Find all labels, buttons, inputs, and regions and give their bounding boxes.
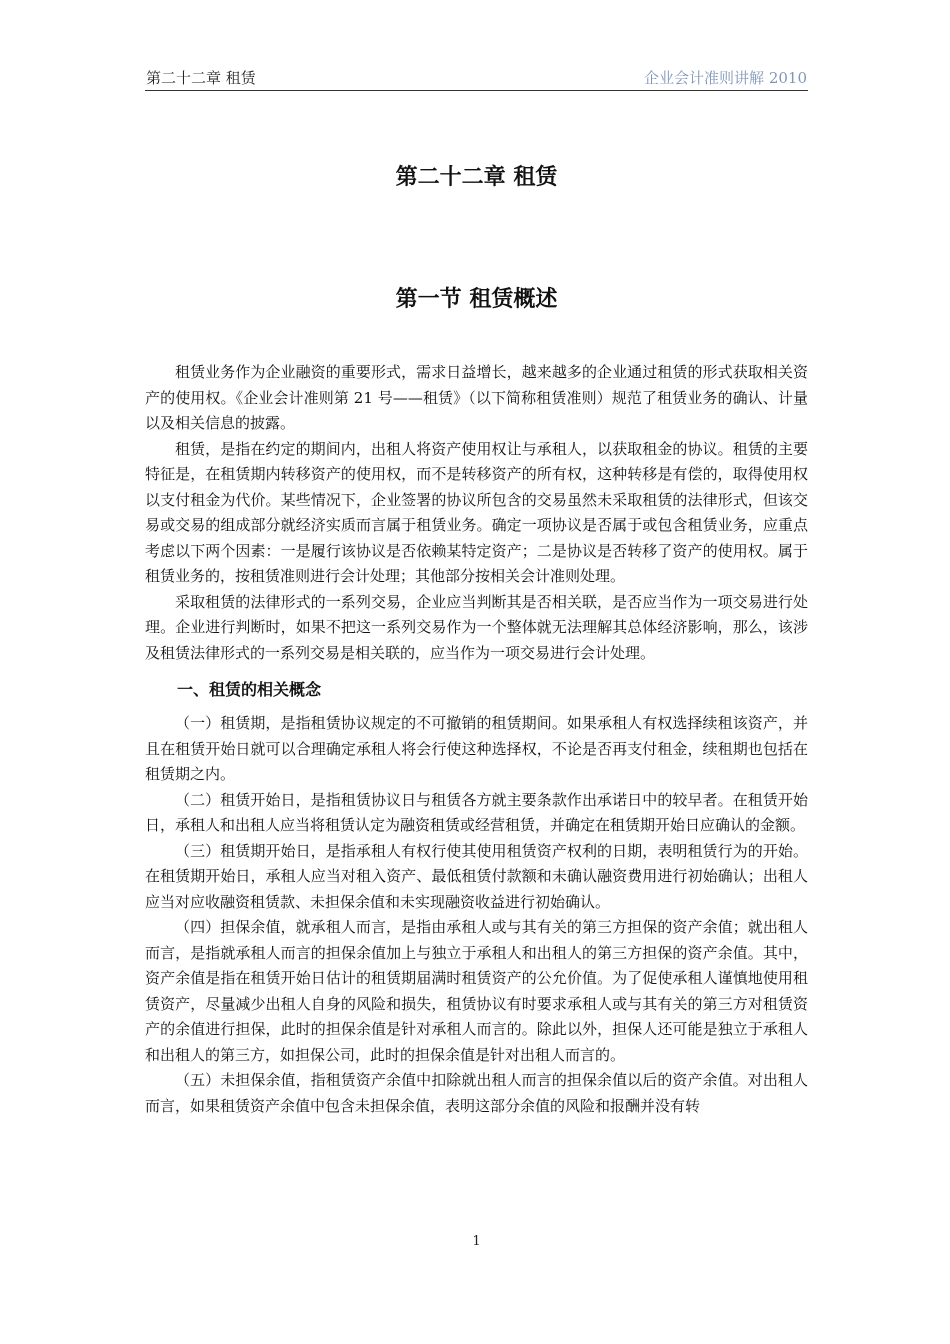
paragraph: （一）租赁期，是指租赁协议规定的不可撤销的租赁期间。如果承租人有权选择续租该资产，并且在租赁开始日就可以合理确定承租人将会行使这种选择权，不论是否再支付租金，续租期也包括在租赁期之内。 [145, 714, 808, 783]
page-number: 1 [472, 1234, 481, 1249]
paragraph: 采取租赁的法律形式的一系列交易，企业应当判断其是否相关联，是否应当作为一项交易进行处理。企业进行判断时，如果不把这一系列交易作为一个整体就无法理解其总体经济影响，那么，该涉及租赁法律形式的一系列交易是相关联的，应当作为一项交易进行会计处理。 [145, 592, 808, 662]
chapter-title: 第二十二章 租赁 [395, 165, 558, 190]
paragraph: （三）租赁期开始日，是指承租人有权行使其使用租赁资产权利的日期，表明租赁行为的开始。在租赁期开始日，承租人应当对租入资产、最低租赁付款额和未确认融资费用进行初始确认；出租人应当对应收融资租赁款、未担保余值和未实现融资收益进行初始确认。 [145, 841, 808, 911]
subheading: 一、租赁的相关概念 [177, 680, 322, 699]
document-body [145, 360, 808, 1119]
header-chapter-label: 第二十二章 租赁 [146, 69, 256, 87]
paragraph: 租赁，是指在约定的期间内，出租人将资产使用权让与承租人，以获取租金的协议。租赁的主要特征是，在租赁期内转移资产的使用权，而不是转移资产的所有权，这种转移是有偿的，取得使用权以支付租金为代价。某些情况下，企业签署的协议所包含的交易虽然未采取租赁的法律形式，但该交易或交易的组成部分就经济实质而言属于租赁业务。确定一项协议是否属于或包含租赁业务，应重点考虑以下两个因素：一是履行该协议是否依赖某特定资产；二是协议是否转移了资产的使用权。属于租赁业务的，按租赁准则进行会计处理；其他部分按相关会计准则处理。 [145, 439, 808, 585]
header-book-title: 企业会计准则讲解 2010 [644, 69, 807, 87]
section-title: 第一节 租赁概述 [395, 287, 558, 312]
page-header [145, 66, 808, 91]
paragraph: （二）租赁开始日，是指租赁协议日与租赁各方就主要条款作出承诺日中的较早者。在租赁开始日，承租人和出租人应当将租赁认定为融资租赁或经营租赁，并确定在租赁期开始日应确认的金额。 [145, 790, 808, 834]
paragraph: （四）担保余值，就承租人而言，是指由承租人或与其有关的第三方担保的资产余值；就出租人而言，是指就承租人而言的担保余值加上与独立于承租人和出租人的第三方担保的资产余值。其中，资产余值是指在租赁开始日估计的租赁期届满时租赁资产的公允价值。为了促使承租人谨慎地使用租赁资产，尽量减少出租人自身的风险和损失，租赁协议有时要求承租人或与其有关的第三方对租赁资产的余值进行担保，此时的担保余值是针对承租人而言的。除此以外，担保人还可能是独立于承租人和出租人的第三方，如担保公司，此时的担保余值是针对出租人而言的。 [145, 918, 808, 1064]
paragraph: 租赁业务作为企业融资的重要形式，需求日益增长，越来越多的企业通过租赁的形式获取相关资产的使用权。《企业会计准则第 21 号——租赁》（以下简称租赁准则）规范了租赁业务的确认、计量以及相关信息的披露。 [145, 363, 808, 432]
paragraph: （五）未担保余值，指租赁资产余值中扣除就出租人而言的担保余值以后的资产余值。对出租人而言，如果租赁资产余值中包含未担保余值，表明这部分余值的风险和报酬并没有转 [145, 1071, 808, 1115]
